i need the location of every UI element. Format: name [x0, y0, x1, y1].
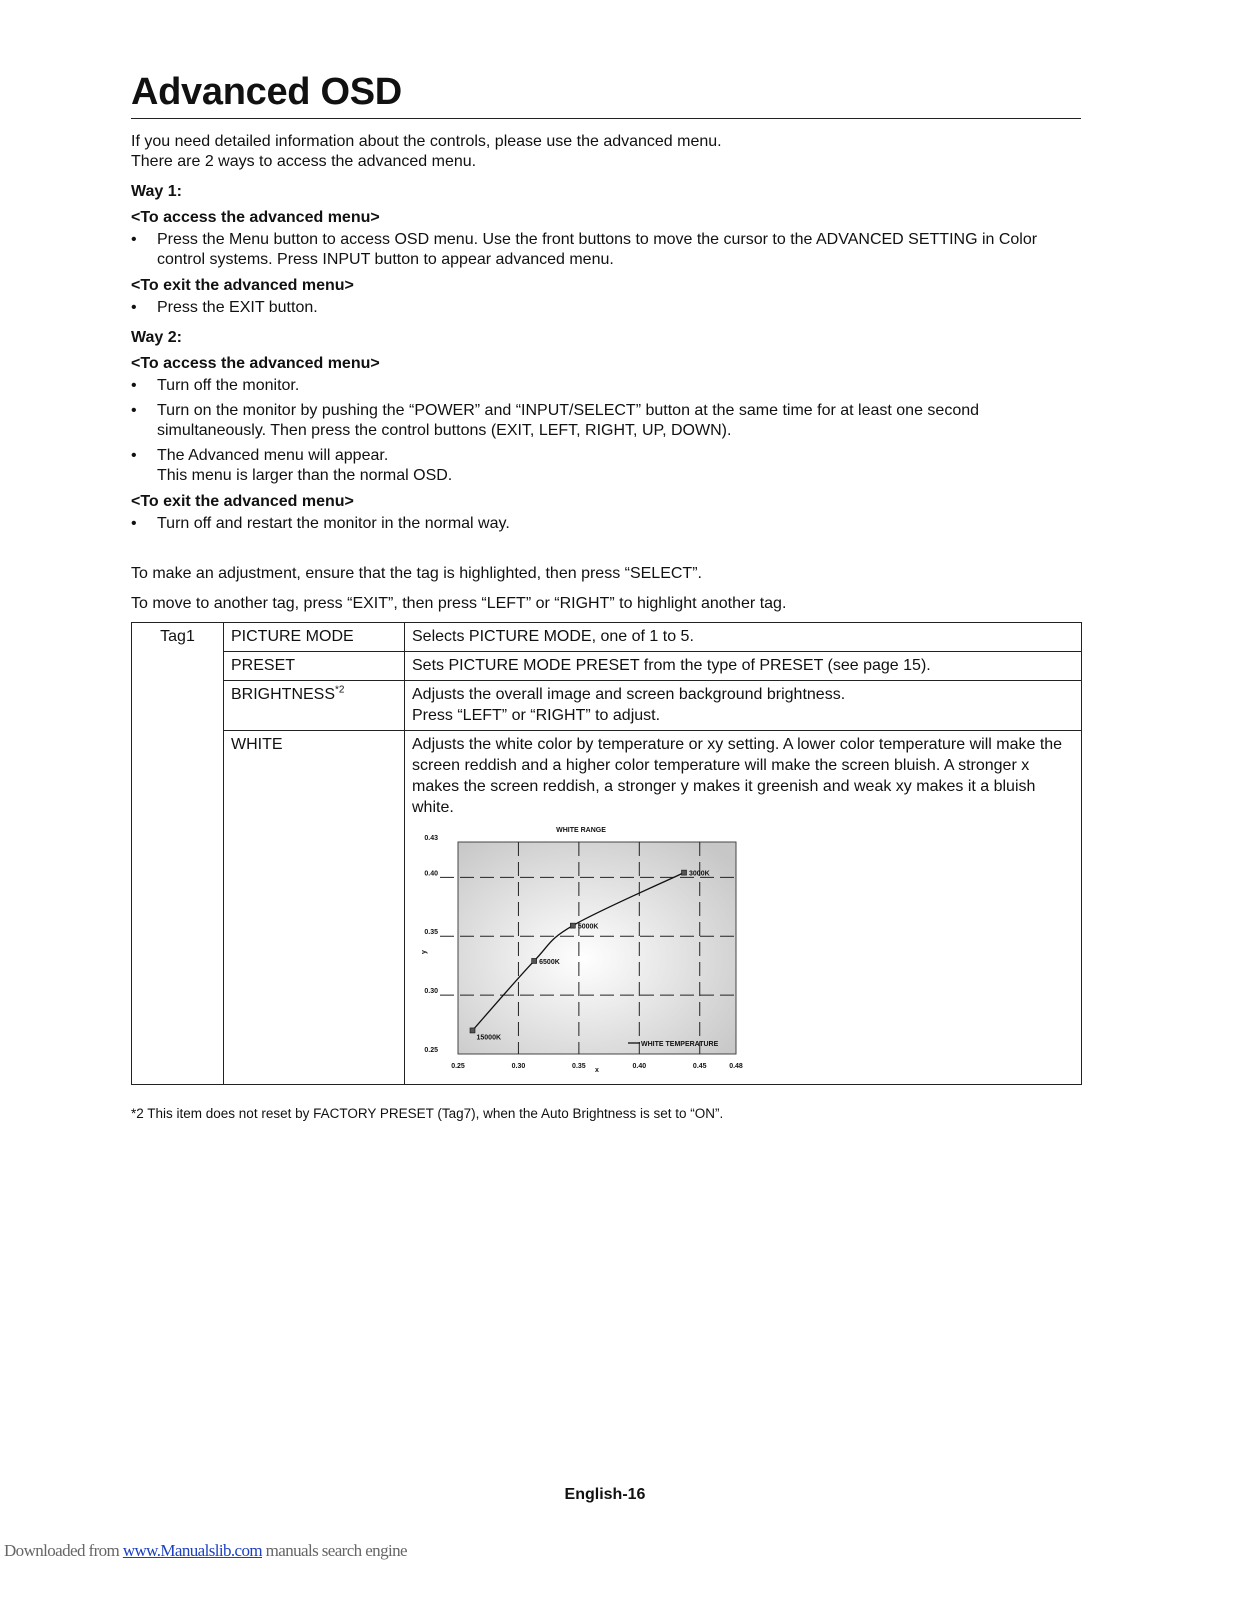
- item-description: Press “LEFT” or “RIGHT” to adjust.: [412, 707, 661, 724]
- way2-access-heading: <To access the advanced menu>: [131, 355, 380, 372]
- data-point-label: 6500K: [539, 958, 560, 966]
- way2-access-bullet: • Turn off the monitor.: [131, 376, 1083, 396]
- white-range-chart: [412, 822, 1074, 1078]
- way1-heading: Way 1:: [131, 183, 182, 200]
- item-name-cell: [224, 681, 405, 731]
- way2-exit-bullet: • Turn off and restart the monitor in the normal way.: [131, 514, 1083, 534]
- data-point-label: 3000K: [689, 870, 710, 878]
- white-range-chart-svg: [412, 822, 762, 1072]
- way2-access-bullet: • Turn on the monitor by pushing the “POWER” and “INPUT/SELECT” button at the same time for at least one second simultaneously. Then press the control buttons (EXIT, LEFT, RIGHT, UP, DOWN).: [131, 401, 1083, 441]
- item-description: Selects PICTURE MODE, one of 1 to 5.: [405, 623, 1082, 652]
- legend-label: WHITE TEMPERATURE: [641, 1041, 719, 1048]
- footnote-ref: *2: [335, 684, 345, 696]
- page-number: English-16: [564, 1486, 646, 1503]
- x-tick-label: 0.25: [451, 1063, 465, 1070]
- way1-exit-bullet: • Press the EXIT button.: [131, 298, 1083, 318]
- x-tick-label: 0.35: [572, 1063, 586, 1070]
- y-tick-label: 0.25: [424, 1047, 438, 1054]
- page-title: Advanced OSD: [131, 70, 1081, 119]
- y-tick-label: 0.35: [424, 929, 438, 937]
- manualslib-link[interactable]: www.Manualslib.com: [122, 1541, 263, 1560]
- data-point-label: 5000K: [577, 923, 599, 931]
- item-name: WHITE: [224, 731, 405, 1085]
- item-description-cell: [405, 731, 1082, 1085]
- table-row: [132, 623, 1082, 652]
- download-prefix: Downloaded from: [4, 1541, 123, 1560]
- tag-table: [131, 622, 1082, 1085]
- footnote: *2 This item does not reset by FACTORY PRESET (Tag7), when the Auto Brightness is set to “ON”.: [131, 1106, 724, 1121]
- y-axis-label: y: [421, 950, 428, 954]
- tag-cell: Tag1: [132, 623, 224, 1085]
- item-description: Adjusts the overall image and screen background brightness.: [412, 686, 846, 703]
- download-suffix: manuals search engine: [262, 1541, 407, 1560]
- data-point-marker: [470, 1028, 475, 1033]
- item-name: PICTURE MODE: [224, 623, 405, 652]
- way1-access-bullet: • Press the Menu button to access OSD menu. Use the front buttons to move the cursor to the ADVANCED SETTING in Color control systems. Press INPUT button to appear advanced menu.: [131, 230, 1083, 270]
- way2-access-bullet-continued: This menu is larger than the normal OSD.: [157, 467, 453, 484]
- instruction-line: To move to another tag, press “EXIT”, then press “LEFT” or “RIGHT” to highlight another tag.: [131, 595, 787, 612]
- way2-access-bullet: • The Advanced menu will appear.: [131, 446, 1083, 466]
- x-tick-label: 0.30: [511, 1063, 526, 1070]
- item-description-cell: [405, 681, 1082, 731]
- chart-title: WHITE RANGE: [556, 827, 606, 834]
- way2-heading: Way 2:: [131, 329, 182, 346]
- item-name: PRESET: [224, 652, 405, 681]
- intro-line: There are 2 ways to access the advanced menu.: [131, 153, 477, 170]
- data-point-marker: [682, 870, 687, 875]
- item-name: BRIGHTNESS: [231, 686, 336, 703]
- x-axis-label: x: [595, 1067, 599, 1072]
- way1-exit-heading: <To exit the advanced menu>: [131, 277, 354, 294]
- data-point-marker: [570, 923, 575, 928]
- data-point-label: 15000K: [476, 1034, 502, 1042]
- item-description: Sets PICTURE MODE PRESET from the type of PRESET (see page 15).: [405, 652, 1082, 681]
- table-row: [132, 731, 1082, 1085]
- table-row: [132, 681, 1082, 731]
- way1-access-heading: <To access the advanced menu>: [131, 209, 380, 226]
- y-tick-label: 0.30: [424, 988, 438, 996]
- x-tick-label: 0.48: [729, 1063, 743, 1070]
- x-tick-label: 0.40: [632, 1063, 647, 1070]
- item-description: Adjusts the white color by temperature or xy setting. A lower color temperature will make the screen reddish and a higher color temperature will make the screen bluish. A stronger x makes the screen reddish, a stronger y makes it greenish and weak xy makes it a bluish white.: [412, 736, 1063, 816]
- download-note: [4, 1541, 407, 1561]
- data-point-marker: [532, 958, 537, 963]
- main-content: [131, 132, 1083, 1085]
- instruction-line: To make an adjustment, ensure that the tag is highlighted, then press “SELECT”.: [131, 565, 702, 582]
- intro-line: If you need detailed information about the controls, please use the advanced menu.: [131, 133, 722, 150]
- table-row: [132, 652, 1082, 681]
- x-tick-label: 0.45: [692, 1063, 707, 1070]
- y-tick-label: 0.43: [424, 835, 438, 842]
- y-tick-label: 0.40: [424, 870, 438, 878]
- way2-exit-heading: <To exit the advanced menu>: [131, 493, 354, 510]
